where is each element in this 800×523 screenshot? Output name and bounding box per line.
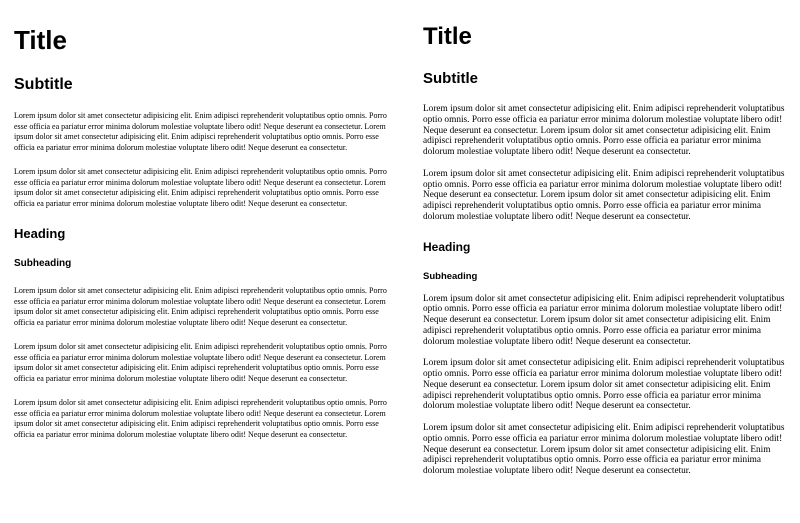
subtitle: Subtitle: [423, 70, 478, 87]
paragraph: Lorem ipsum dolor sit amet consectetur adipisicing elit. Enim adipisci reprehenderit voluptatibus optio omnis. Porro esse officia ea pariatur error minima dolorum molestiae voluptate libero odit! Neque deserunt ea consectetur. Lorem ipsum dolor sit amet consectetur adipisicing elit. Enim adipisci reprehenderit voluptatibus optio omnis. Porro esse officia ea pariatur error minima dolorum molestiae voluptate libero odit! Neque deserunt ea consectetur.: [423, 293, 785, 347]
paragraph: Lorem ipsum dolor sit amet consectetur adipisicing elit. Enim adipisci reprehenderit voluptatibus optio omnis. Porro esse officia ea pariatur error minima dolorum molestiae voluptate libero odit! Neque deserunt ea consectetur. Lorem ipsum dolor sit amet consectetur adipisicing elit. Enim adipisci reprehenderit voluptatibus optio omnis. Porro esse officia ea pariatur error minima dolorum molestiae voluptate libero odit! Neque deserunt ea consectetur.: [423, 358, 785, 412]
paragraph: Lorem ipsum dolor sit amet consectetur adipisicing elit. Enim adipisci reprehenderit voluptatibus optio omnis. Porro esse officia ea pariatur error minima dolorum molestiae voluptate libero odit! Neque deserunt ea consectetur. Lorem ipsum dolor sit amet consectetur adipisicing elit. Enim adipisci reprehenderit voluptatibus optio omnis. Porro esse officia ea pariatur error minima dolorum molestiae voluptate libero odit! Neque deserunt ea consectetur.: [423, 168, 785, 222]
heading: Heading: [423, 239, 471, 254]
subtitle: Subtitle: [14, 76, 73, 93]
subheading: Subheading: [14, 258, 72, 269]
paragraph: Lorem ipsum dolor sit amet consectetur adipisicing elit. Enim adipisci reprehenderit voluptatibus optio omnis. Porro esse officia ea pariatur error minima dolorum molestiae voluptate libero odit! Neque deserunt ea consectetur. Lorem ipsum dolor sit amet consectetur adipisicing elit. Enim adipisci reprehenderit voluptatibus optio omnis. Porro esse officia ea pariatur error minima dolorum molestiae voluptate libero odit! Neque deserunt ea consectetur.: [14, 398, 387, 439]
right-column: [423, 0, 788, 477]
page-title: Title: [14, 25, 67, 55]
left-column: [14, 0, 394, 440]
paragraph: Lorem ipsum dolor sit amet consectetur adipisicing elit. Enim adipisci reprehenderit voluptatibus optio omnis. Porro esse officia ea pariatur error minima dolorum molestiae voluptate libero odit! Neque deserunt ea consectetur. Lorem ipsum dolor sit amet consectetur adipisicing elit. Enim adipisci reprehenderit voluptatibus optio omnis. Porro esse officia ea pariatur error minima dolorum molestiae voluptate libero odit! Neque deserunt ea consectetur.: [14, 111, 387, 152]
heading: Heading: [14, 226, 66, 241]
paragraph: Lorem ipsum dolor sit amet consectetur adipisicing elit. Enim adipisci reprehenderit voluptatibus optio omnis. Porro esse officia ea pariatur error minima dolorum molestiae voluptate libero odit! Neque deserunt ea consectetur. Lorem ipsum dolor sit amet consectetur adipisicing elit. Enim adipisci reprehenderit voluptatibus optio omnis. Porro esse officia ea pariatur error minima dolorum molestiae voluptate libero odit! Neque deserunt ea consectetur.: [423, 423, 785, 476]
page-title: Title: [423, 23, 472, 50]
subheading: Subheading: [423, 270, 478, 282]
paragraph: Lorem ipsum dolor sit amet consectetur adipisicing elit. Enim adipisci reprehenderit voluptatibus optio omnis. Porro esse officia ea pariatur error minima dolorum molestiae voluptate libero odit! Neque deserunt ea consectetur. Lorem ipsum dolor sit amet consectetur adipisicing elit. Enim adipisci reprehenderit voluptatibus optio omnis. Porro esse officia ea pariatur error minima dolorum molestiae voluptate libero odit! Neque deserunt ea consectetur.: [14, 342, 387, 383]
paragraph: Lorem ipsum dolor sit amet consectetur adipisicing elit. Enim adipisci reprehenderit voluptatibus optio omnis. Porro esse officia ea pariatur error minima dolorum molestiae voluptate libero odit! Neque deserunt ea consectetur. Lorem ipsum dolor sit amet consectetur adipisicing elit. Enim adipisci reprehenderit voluptatibus optio omnis. Porro esse officia ea pariatur error minima dolorum molestiae voluptate libero odit! Neque deserunt ea consectetur.: [14, 167, 387, 208]
paragraph: Lorem ipsum dolor sit amet consectetur adipisicing elit. Enim adipisci reprehenderit voluptatibus optio omnis. Porro esse officia ea pariatur error minima dolorum molestiae voluptate libero odit! Neque deserunt ea consectetur. Lorem ipsum dolor sit amet consectetur adipisicing elit. Enim adipisci reprehenderit voluptatibus optio omnis. Porro esse officia ea pariatur error minima dolorum molestiae voluptate libero odit! Neque deserunt ea consectetur.: [14, 286, 387, 327]
paragraph: Lorem ipsum dolor sit amet consectetur adipisicing elit. Enim adipisci reprehenderit voluptatibus optio omnis. Porro esse officia ea pariatur error minima dolorum molestiae voluptate libero odit! Neque deserunt ea consectetur. Lorem ipsum dolor sit amet consectetur adipisicing elit. Enim adipisci reprehenderit voluptatibus optio omnis. Porro esse officia ea pariatur error minima dolorum molestiae voluptate libero odit! Neque deserunt ea consectetur.: [423, 104, 785, 157]
